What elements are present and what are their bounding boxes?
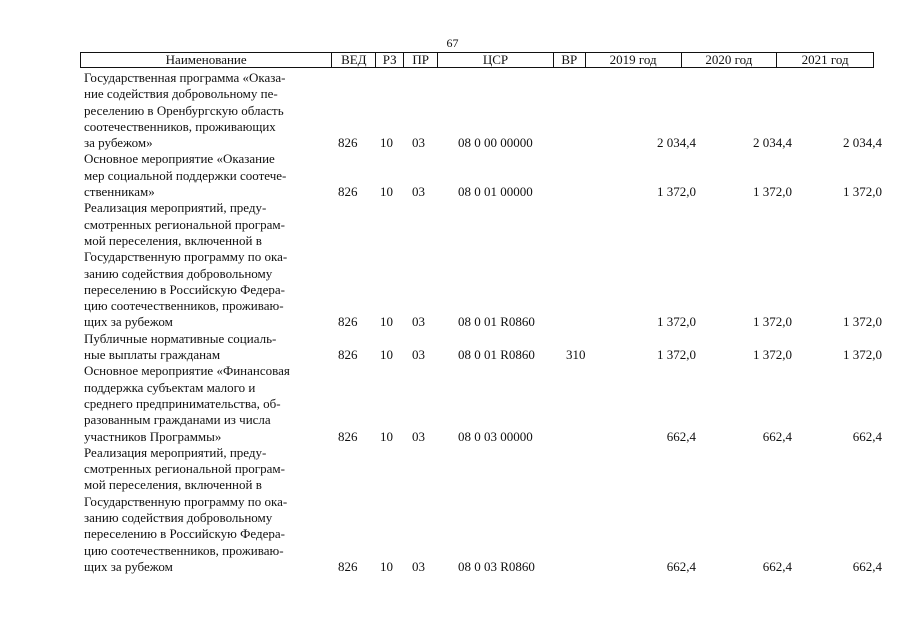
cell-ved: 826 bbox=[338, 314, 358, 330]
cell-y2019: 662,4 bbox=[666, 428, 696, 444]
cell-y2021: 2 034,4 bbox=[843, 135, 882, 151]
table-row bbox=[80, 151, 892, 200]
cell-rz: 10 bbox=[380, 428, 393, 444]
page-number: 67 bbox=[446, 36, 459, 50]
header-col-name: Наименование bbox=[81, 53, 332, 67]
row-name: Основное мероприятие «Финансовая поддержка субъектам малого и среднего предпринимательства, об- разованным гражданами из числа участников Программы» bbox=[84, 363, 290, 444]
row-name: Публичные нормативные социаль- ные выплаты гражданам bbox=[84, 330, 277, 363]
cell-y2021: 1 372,0 bbox=[843, 347, 882, 363]
header-col-ved: ВЕД bbox=[332, 53, 376, 67]
budget-table-body bbox=[80, 70, 892, 575]
cell-csr: 08 0 03 00000 bbox=[458, 428, 533, 444]
cell-pr: 03 bbox=[412, 428, 425, 444]
cell-y2019: 1 372,0 bbox=[657, 314, 696, 330]
header-col-2019: 2019 год bbox=[586, 53, 682, 67]
table-row bbox=[80, 70, 892, 151]
cell-rz: 10 bbox=[380, 135, 393, 151]
table-header bbox=[80, 52, 874, 68]
table-row bbox=[80, 200, 892, 330]
cell-csr: 08 0 01 R0860 bbox=[458, 347, 535, 363]
row-name: Основное мероприятие «Оказание мер социальной поддержки соотече- ственникам» bbox=[84, 151, 287, 200]
table-row bbox=[80, 331, 892, 364]
cell-pr: 03 bbox=[412, 347, 425, 363]
header-col-pr: ПР bbox=[404, 53, 438, 67]
cell-y2020: 1 372,0 bbox=[753, 184, 792, 200]
cell-y2020: 2 034,4 bbox=[753, 135, 792, 151]
cell-rz: 10 bbox=[380, 184, 393, 200]
cell-vr: 310 bbox=[566, 347, 586, 363]
cell-rz: 10 bbox=[380, 558, 393, 574]
cell-y2019: 1 372,0 bbox=[657, 347, 696, 363]
header-col-vr: ВР bbox=[554, 53, 586, 67]
cell-pr: 03 bbox=[412, 314, 425, 330]
cell-y2020: 1 372,0 bbox=[753, 314, 792, 330]
cell-ved: 826 bbox=[338, 558, 358, 574]
cell-csr: 08 0 01 R0860 bbox=[458, 314, 535, 330]
cell-rz: 10 bbox=[380, 314, 393, 330]
cell-csr: 08 0 01 00000 bbox=[458, 184, 533, 200]
cell-ved: 826 bbox=[338, 347, 358, 363]
cell-y2019: 662,4 bbox=[666, 558, 696, 574]
cell-y2021: 662,4 bbox=[852, 428, 882, 444]
cell-y2020: 662,4 bbox=[762, 558, 792, 574]
cell-ved: 826 bbox=[338, 428, 358, 444]
cell-csr: 08 0 00 00000 bbox=[458, 135, 533, 151]
cell-pr: 03 bbox=[412, 558, 425, 574]
header-col-rz: РЗ bbox=[376, 53, 404, 67]
cell-rz: 10 bbox=[380, 347, 393, 363]
cell-y2021: 1 372,0 bbox=[843, 314, 882, 330]
row-name: Реализация мероприятий, преду- смотренных региональной програм- мой переселения, включенной в Государственную программу по ока- занию содействия добровольному переселению в Российскую Федера- цию соотечественников, проживаю- щих за рубежом bbox=[84, 200, 288, 330]
cell-ved: 826 bbox=[338, 135, 358, 151]
cell-pr: 03 bbox=[412, 135, 425, 151]
cell-y2019: 1 372,0 bbox=[657, 184, 696, 200]
cell-csr: 08 0 03 R0860 bbox=[458, 558, 535, 574]
cell-ved: 826 bbox=[338, 184, 358, 200]
cell-y2020: 1 372,0 bbox=[753, 347, 792, 363]
row-name: Государственная программа «Оказа- ние содействия добровольному пе- реселению в Оренбургскую область соотечественников, проживающих за рубежом» bbox=[84, 70, 286, 151]
table-row bbox=[80, 445, 892, 575]
cell-y2021: 1 372,0 bbox=[843, 184, 882, 200]
header-col-2020: 2020 год bbox=[682, 53, 778, 67]
cell-y2020: 662,4 bbox=[762, 428, 792, 444]
table-row bbox=[80, 363, 892, 444]
cell-y2021: 662,4 bbox=[852, 558, 882, 574]
cell-pr: 03 bbox=[412, 184, 425, 200]
header-col-csr: ЦСР bbox=[438, 53, 554, 67]
header-col-2021: 2021 год bbox=[801, 52, 849, 67]
cell-y2019: 2 034,4 bbox=[657, 135, 696, 151]
row-name: Реализация мероприятий, преду- смотренных региональной програм- мой переселения, включенной в Государственную программу по ока- занию содействия добровольному переселению в Российскую Федера- цию соотечественников, проживаю- щих за рубежом bbox=[84, 444, 288, 574]
